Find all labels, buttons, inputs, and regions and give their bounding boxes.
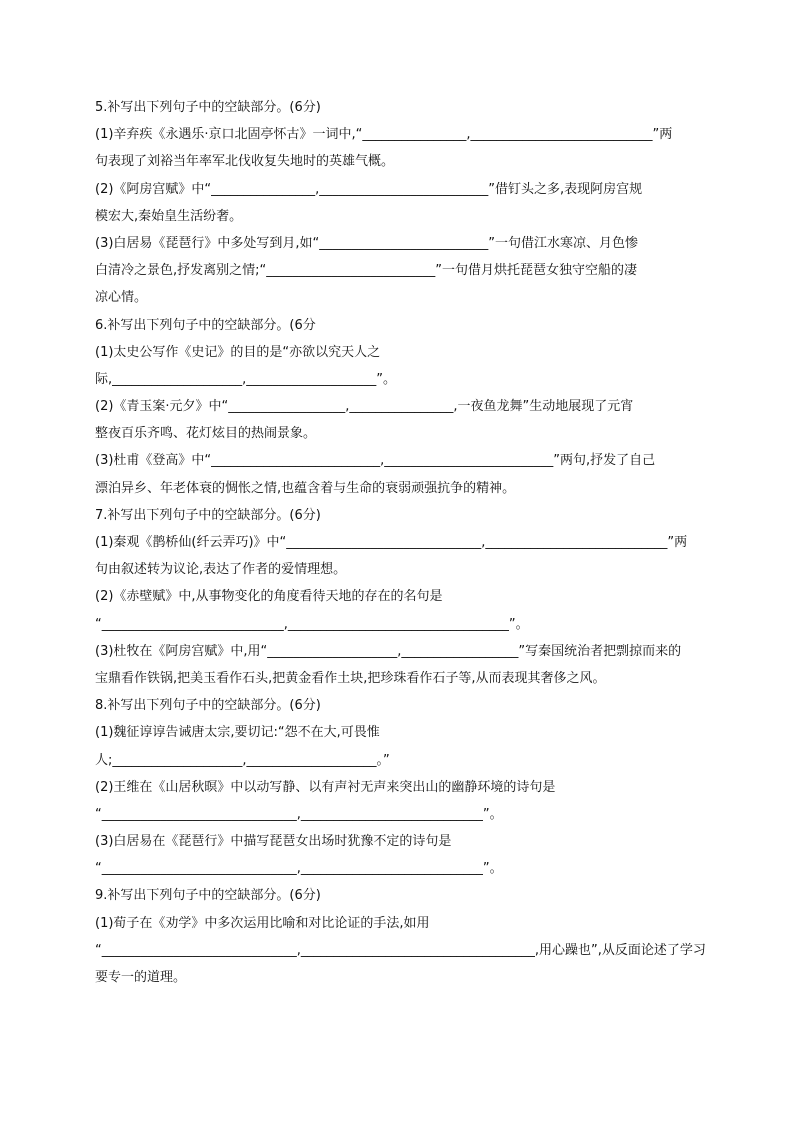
- question-line: (2)《青玉案·元夕》中“__________________,________________,一夜鱼龙舞”生动地展现了元宵: [95, 399, 634, 415]
- question-line: (3)白居易《琵琶行》中多处写到月,如“__________________________”一句借江水寒凉、月色惨: [95, 235, 639, 251]
- question-line: “______________________________,____________________________”。: [95, 861, 503, 877]
- question-line: (2)《赤壁赋》中,从事物变化的角度看待天地的存在的名句是: [95, 589, 443, 605]
- question-line: (1)秦观《鹊桥仙(纤云弄巧)》中“______________________________,____________________________”两: [95, 535, 688, 550]
- question-line: “______________________________,____________________________”。: [95, 806, 503, 822]
- question-line: (3)杜牧在《阿房宫赋》中,用“____________________,__________________”写秦国统治者把剽掠而来的: [95, 643, 682, 659]
- question-heading: 7.补写出下列句子中的空缺部分。(6分): [95, 507, 321, 523]
- question-line: (1)荀子在《劝学》中多次运用比喻和对比论证的手法,如用: [95, 915, 430, 931]
- question-heading: 9.补写出下列句子中的空缺部分。(6分): [95, 888, 321, 904]
- question-heading: 8.补写出下列句子中的空缺部分。(6分): [95, 698, 321, 714]
- question-line: 凉心情。: [95, 290, 148, 306]
- question-line: 整夜百乐齐鸣、花灯炫目的热闹景象。: [95, 426, 317, 442]
- question-line: (3)杜甫《登高》中“__________________________,__________________________”两句,抒发了自己: [95, 453, 656, 469]
- question-8: [95, 692, 695, 882]
- question-line: 要专一的道理。: [95, 970, 187, 985]
- question-line: (1)辛弃疾《永遇乐·京口北固亭怀古》一词中,“________________,____________________________”两: [95, 127, 673, 143]
- question-line: “____________________________,__________________________________”。: [95, 616, 529, 632]
- question-line: (1)魏征谆谆告诫唐太宗,要切记:“怨不在大,可畏惟: [95, 725, 380, 741]
- question-line: 宝鼎看作铁锅,把美玉看作石头,把黄金看作土块,把珍珠看作石子等,从而表现其奢侈之风。: [95, 670, 606, 686]
- question-line: 模宏大,秦始皇生活纷奢。: [95, 208, 243, 224]
- worksheet: [95, 94, 706, 991]
- question-heading: 6.补写出下列句子中的空缺部分。(6分: [95, 317, 316, 333]
- question-line: (3)白居易在《琵琶行》中描写琵琶女出场时犹豫不定的诗句是: [95, 834, 452, 850]
- question-line: 白清冷之景色,抒发离别之情;“__________________________”一句借月烘托琵琶女独守空船的凄: [95, 263, 637, 279]
- question-line: (1)太史公写作《史记》的目的是“亦欲以究天人之: [95, 344, 381, 360]
- question-5: [95, 94, 695, 312]
- question-heading: 5.补写出下列句子中的空缺部分。(6分): [95, 100, 321, 115]
- question-line: 人;____________________,____________________。”: [95, 752, 390, 768]
- question-line: (2)《阿房宫赋》中“________________,__________________________”借钉头之多,表现阿房宫规: [95, 181, 643, 197]
- question-6: [95, 312, 695, 502]
- question-line: 际,____________________,____________________”。: [95, 371, 396, 387]
- question-line: 句表现了刘裕当年率军北伐收复失地时的英雄气概。: [95, 154, 395, 170]
- question-line: “______________________________,____________________________________,用心躁也”,从反面论述了学习: [95, 942, 706, 958]
- question-7: [95, 502, 695, 692]
- question-line: 句由叙述转为议论,表达了作者的爱情理想。: [95, 562, 347, 578]
- question-line: 漂泊异乡、年老体衰的惆怅之情,也蕴含着与生命的衰弱顽强抗争的精神。: [95, 480, 516, 496]
- question-9: [95, 882, 706, 991]
- question-line: (2)王维在《山居秋暝》中以动写静、以有声衬无声来突出山的幽静环境的诗句是: [95, 779, 556, 795]
